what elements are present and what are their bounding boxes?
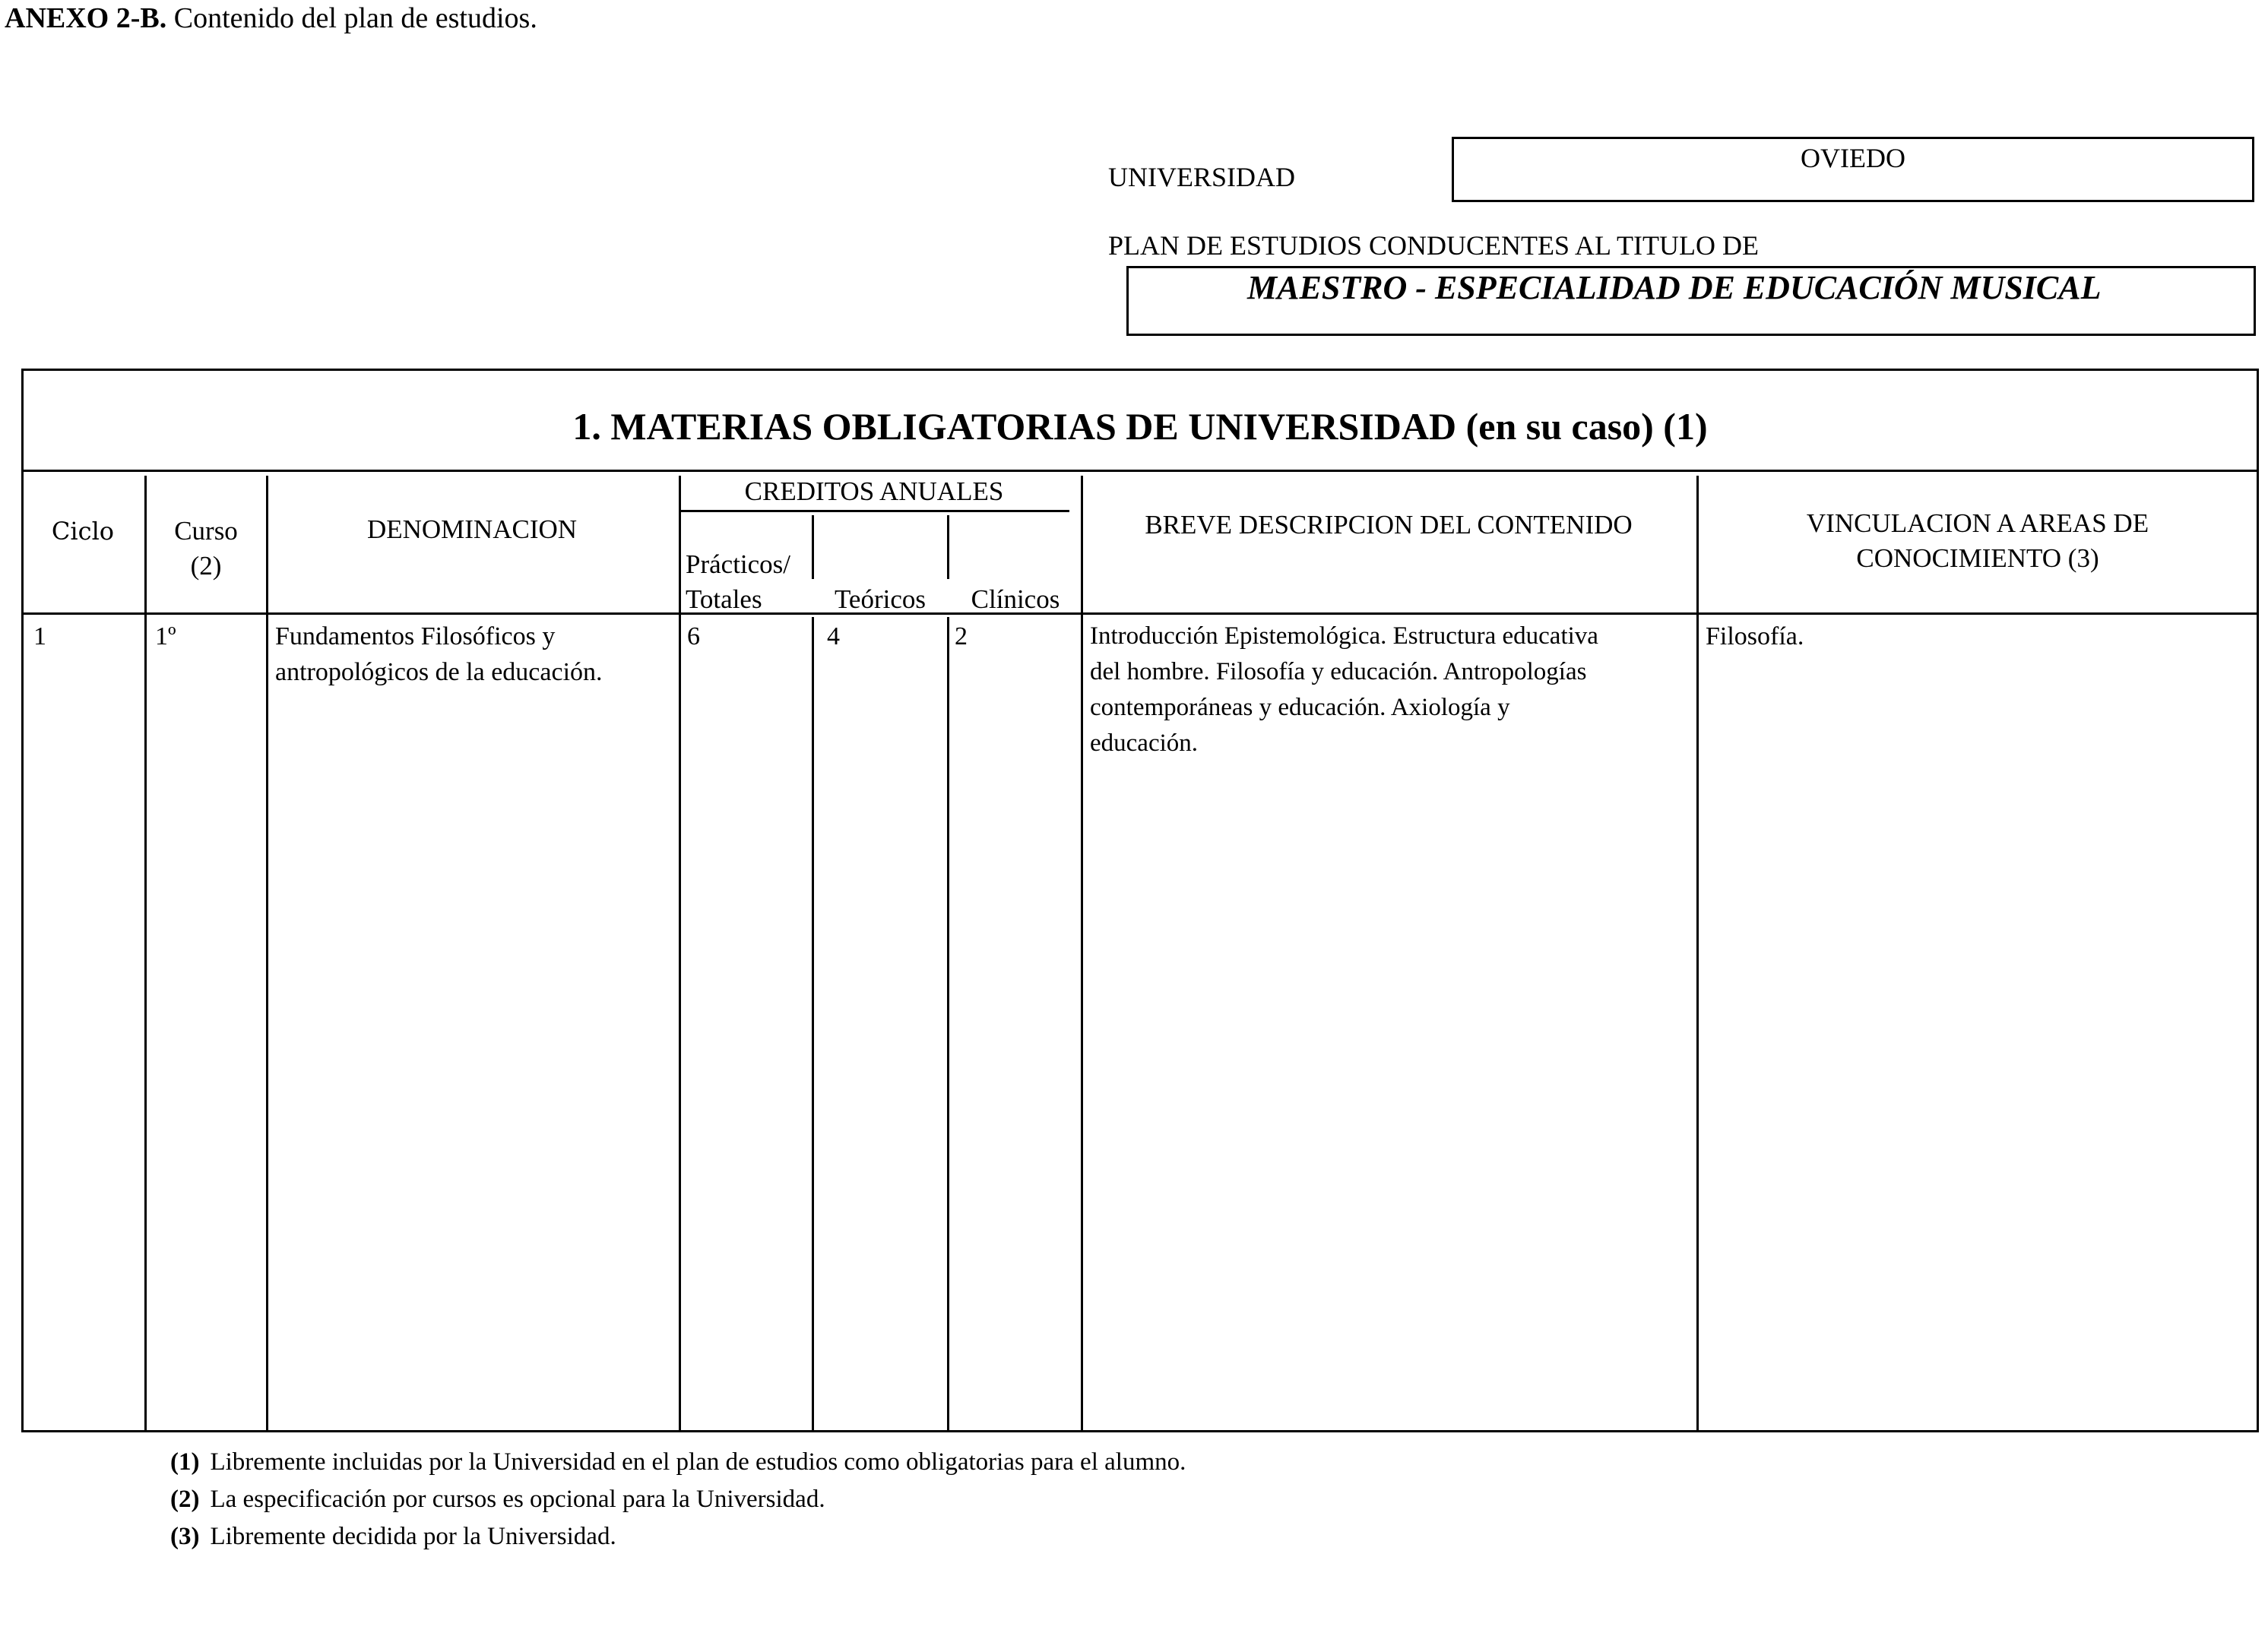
row-denominacion: Fundamentos Filosóficos y antropológicos de la educación.: [275, 622, 603, 686]
row-clinicos: 2: [955, 622, 968, 650]
header-ciclo: Ciclo: [51, 517, 115, 546]
annex-heading: [5, 2, 537, 35]
university-value: OVIEDO: [1801, 143, 1905, 173]
column-divider: [812, 617, 814, 1431]
footnote-3: (3) Libremente decidida por la Universidad.: [170, 1523, 616, 1550]
row-curso: 1º: [155, 622, 176, 650]
column-divider: [1696, 476, 1699, 1431]
footnote-1: (1) Libremente incluidas por la Universidad en el plan de estudios como obligatorias para el alumno.: [170, 1448, 1186, 1476]
column-divider: [266, 476, 268, 1431]
degree-title-field: [1126, 266, 2256, 336]
header-totales: Prácticos/ Totales: [686, 549, 791, 614]
column-divider: [947, 617, 949, 1431]
university-field: [1452, 137, 2254, 202]
row-totales: 6: [687, 622, 700, 650]
degree-title: MAESTRO - ESPECIALIDAD DE EDUCACIÓN MUSICAL: [1247, 269, 2102, 306]
annex-label: ANEXO 2-B.: [5, 2, 167, 34]
annex-text: Contenido del plan de estudios.: [173, 2, 537, 34]
row-descripcion: Introducción Epistemológica. Estructura educativa del hombre. Filosofía y educación. Antropologías contemporáneas y educación. Axiología y educación.: [1090, 622, 1598, 757]
header-descripcion: BREVE DESCRIPCION DEL CONTENIDO: [1145, 510, 1633, 540]
header-teoricos: Teóricos: [834, 584, 926, 614]
title-divider: [21, 470, 2259, 472]
credits-subdivider: [812, 515, 814, 579]
header-creditos: CREDITOS ANUALES: [744, 476, 1004, 506]
header-denominacion: DENOMINACION: [366, 514, 578, 544]
header-divider: [21, 612, 2259, 615]
row-ciclo: 1: [33, 622, 46, 650]
column-divider: [1081, 476, 1083, 1431]
credits-header-divider: [679, 510, 1069, 512]
header-curso: Curso (2): [174, 516, 238, 581]
row-vinculacion: Filosofía.: [1706, 622, 1804, 650]
header-vinculacion: VINCULACION A AREAS DE CONOCIMIENTO (3): [1806, 508, 2149, 573]
row-teoricos: 4: [827, 622, 840, 650]
column-divider: [679, 476, 681, 1431]
header-clinicos: Clínicos: [971, 584, 1060, 614]
university-label: UNIVERSIDAD: [1108, 162, 1295, 192]
credits-subdivider: [947, 515, 949, 579]
plan-label: PLAN DE ESTUDIOS CONDUCENTES AL TITULO DE: [1108, 230, 1759, 261]
section-title: 1. MATERIAS OBLIGATORIAS DE UNIVERSIDAD (en su caso) (1): [572, 405, 1708, 448]
footnote-2: (2) La especificación por cursos es opcional para la Universidad.: [170, 1486, 825, 1513]
column-divider: [144, 476, 147, 1431]
